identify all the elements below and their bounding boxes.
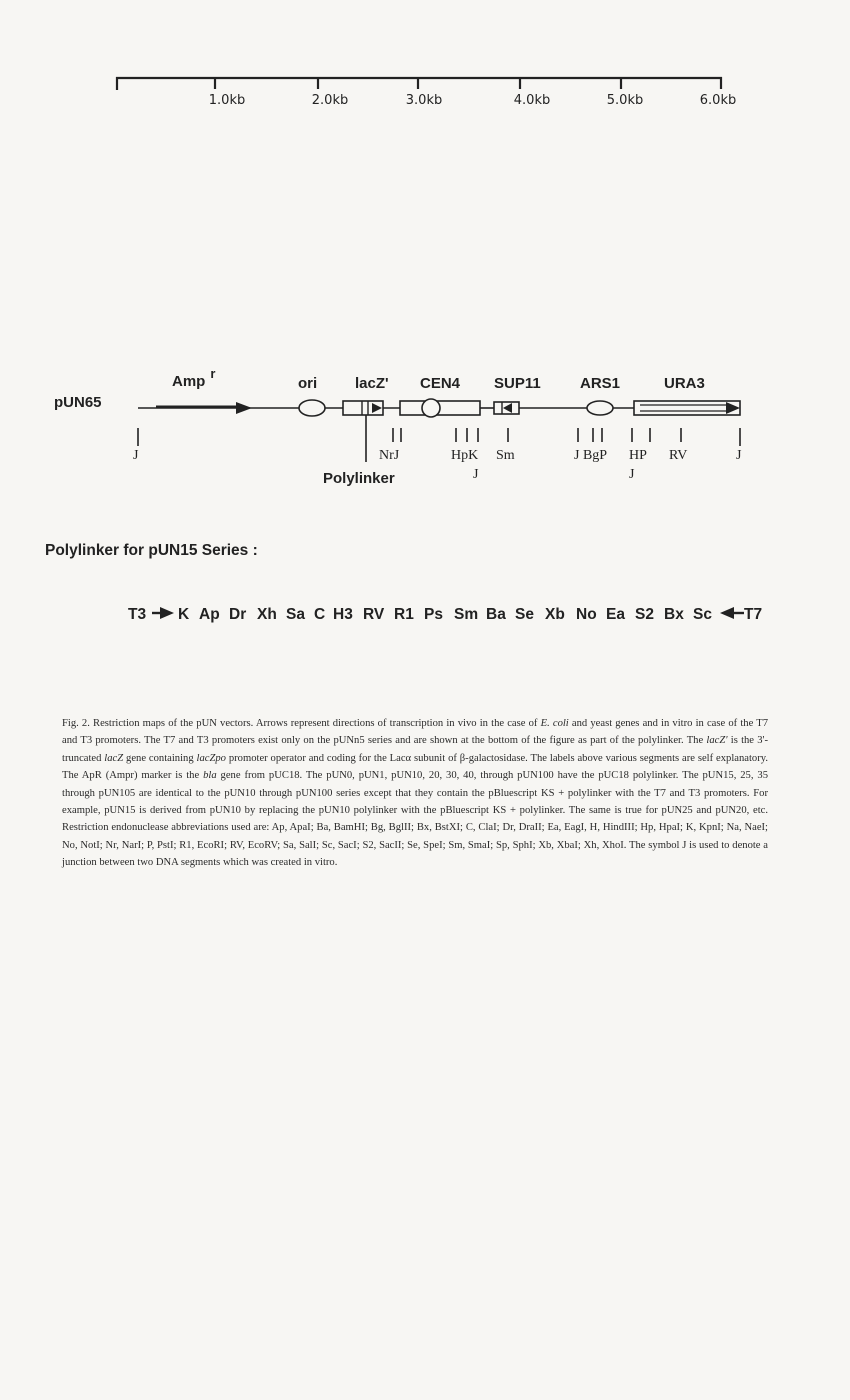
caption-text-4: gene containing	[123, 752, 197, 764]
site-sa: Sa	[286, 606, 305, 623]
site-label-rv: RV	[669, 448, 688, 463]
ori-symbol	[299, 400, 325, 416]
restriction-ticks	[138, 415, 740, 462]
site-label-hp: HP	[629, 448, 647, 463]
site-sc: Sc	[693, 606, 712, 623]
site-dr: Dr	[229, 606, 247, 623]
scale-label-5: 5.0kb	[606, 93, 644, 108]
site-label-hpk: HpK	[451, 448, 479, 463]
polylinker-sequence	[128, 606, 762, 623]
site-label-sm: Sm	[496, 448, 515, 463]
ura3-box	[634, 401, 740, 415]
caption-text-5: promoter operator and coding for the Lacα subunit of β-galactosidase. The labels above various segments are self explanatory. The ApR (Ampr) marker is the	[62, 752, 768, 782]
site-xb: Xb	[545, 606, 565, 623]
caption-text-6: gene from pUC18. The pUN0, pUN1, pUN10, 20, 30, 40, through pUN100 have the pUC18 polylinker. The pUN15, 25, 35 through pUN105 are identical to the pUN10 through pUN100 series except that they contain the pBluescript KS + polylinker with the T7 and T3 promoters. For example, pUN15 is derived from pUN10 by replacing the pUN10 polylinker with the pBluescript KS + polylinker. The same is true for pUN25 and pUN20, etc. Restriction endonuclease abbreviations used are: Ap, ApaI; Ba, BamHI; Bg, BglII; Bx, BstXI; C, ClaI; Dr, DraII; Ea, EagI, H, HindIII; Hp, HpaI; K, KpnI; Na, NaeI; No, NotI; Nr, NarI; P, PstI; R1, EcoRI; RV, EcoRV; Sa, SalI; Sc, SacI; S2, SacII; Se, SpeI; Sm, SmaI; Sp, SphI; Xb, XbaI; Xh, XhoI. The symbol J is used to denote a junction between two DNA segments which was created in vitro.	[62, 770, 768, 869]
t3-arrow-icon	[152, 607, 174, 619]
gene-label-cen4: CEN4	[420, 375, 461, 392]
scale-label-4: 4.0kb	[513, 93, 551, 108]
promoter-t7-label: T7	[744, 606, 763, 623]
gene-label-sup11: SUP11	[494, 375, 541, 392]
scale-label-6: 6.0kb	[699, 93, 737, 108]
cen4-centromere-icon	[422, 399, 440, 417]
site-ea: Ea	[606, 606, 625, 623]
site-label-j-left: J	[133, 448, 139, 463]
scale-label-3: 3.0kb	[405, 93, 443, 108]
site-no: No	[576, 606, 597, 623]
site-s2: S2	[635, 606, 654, 623]
gene-label-ori: ori	[298, 375, 318, 392]
plasmid-map	[138, 399, 740, 417]
site-ba: Ba	[486, 606, 506, 623]
t7-arrow-icon	[720, 607, 744, 619]
site-ps: Ps	[424, 606, 443, 623]
caption-text-1: Fig. 2. Restriction maps of the pUN vectors. Arrows represent directions of transcription in vivo in the case of	[62, 718, 541, 729]
gene-label-ars1: ARS1	[580, 375, 621, 392]
scale-bar	[116, 77, 722, 90]
scale-label-1: 1.0kb	[208, 93, 246, 108]
gene-label-lacz: lacZ'	[355, 375, 389, 392]
site-rv: RV	[363, 606, 385, 623]
site-k: K	[178, 606, 190, 623]
site-label-nrj: NrJ	[379, 448, 400, 463]
promoter-t3-label: T3	[128, 606, 147, 623]
site-label-hp-j: J	[629, 467, 635, 482]
caption-italic-4: lacZpo	[196, 752, 226, 764]
site-r1: R1	[394, 606, 414, 623]
polylinker-heading: Polylinker for pUN15 Series :	[45, 542, 258, 559]
caption-italic-2: lacZ'	[706, 735, 728, 747]
caption-text-3: is the 3'-truncated	[62, 735, 768, 764]
gene-label-ura3: URA3	[664, 375, 705, 392]
caption-italic-5: bla	[203, 770, 217, 782]
caption-italic-3: lacZ	[104, 752, 124, 764]
caption-text-2: and yeast genes and in vitro in case of the T7 and T3 promoters. The T7 and T3 promoters exist only on the pUNn5 series and are shown at the bottom of the figure as part of the polylinker. The	[62, 718, 769, 747]
scale-label-2: 2.0kb	[311, 93, 349, 108]
vector-name: pUN65	[54, 394, 102, 411]
amp-arrow-icon	[236, 402, 252, 414]
site-bx: Bx	[664, 606, 684, 623]
site-c: C	[314, 606, 326, 623]
site-xh: Xh	[257, 606, 277, 623]
figure-caption	[62, 715, 768, 872]
site-label-jbgp: J BgP	[574, 448, 608, 463]
gene-label-amp: Amp r	[172, 366, 216, 390]
site-se: Se	[515, 606, 534, 623]
site-label-hpk-j: J	[473, 467, 479, 482]
polylinker-label: Polylinker	[323, 470, 395, 487]
site-ap: Ap	[199, 606, 220, 623]
site-label-j-right: J	[736, 448, 742, 463]
caption-italic-1: E. coli	[540, 718, 569, 729]
site-sm: Sm	[454, 606, 479, 623]
ars1-symbol	[587, 401, 613, 415]
site-h3: H3	[333, 606, 353, 623]
